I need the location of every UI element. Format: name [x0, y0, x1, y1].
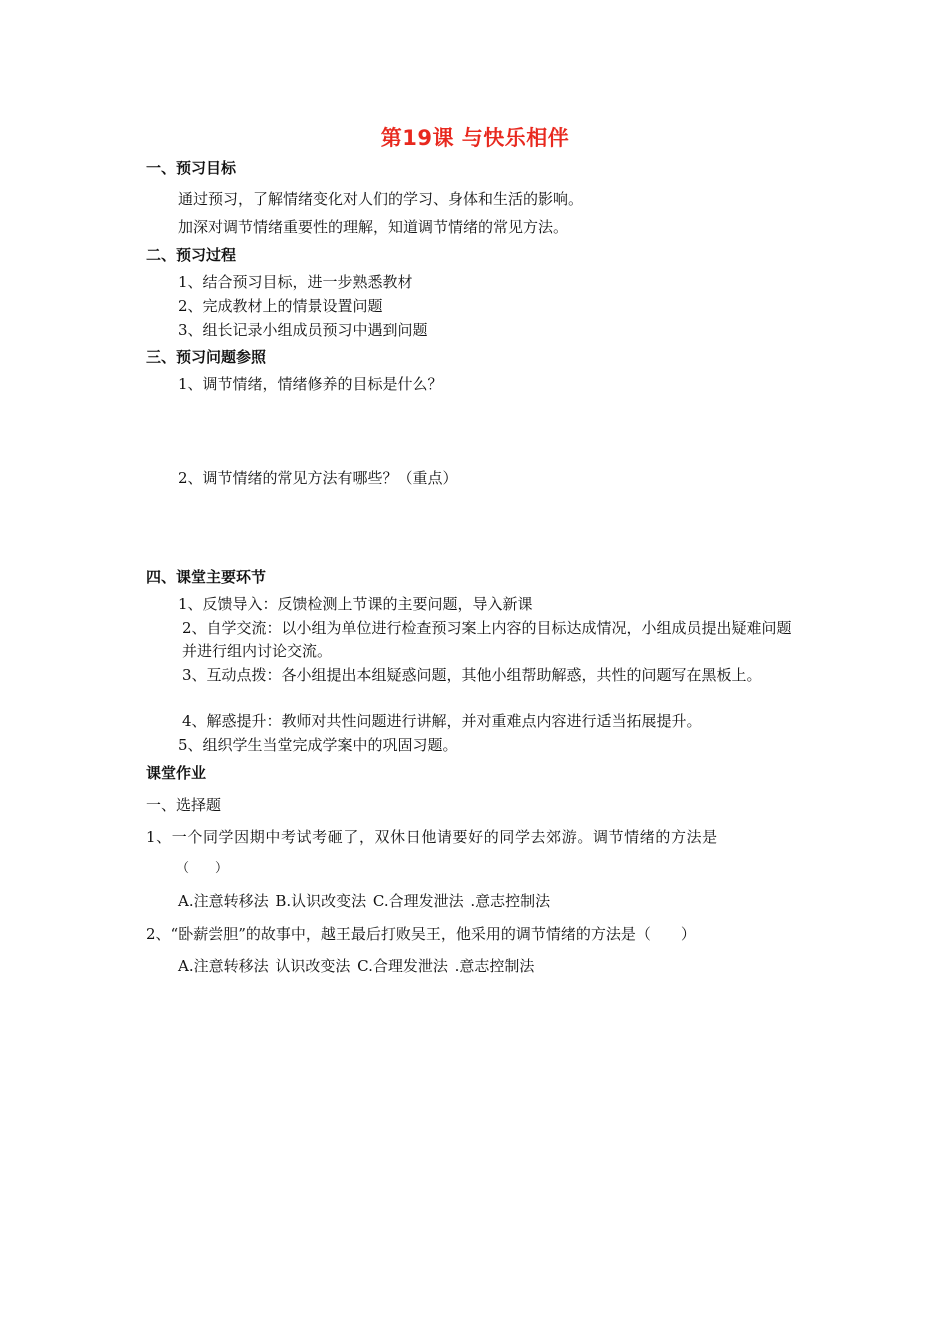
question-item: 2、调节情绪的常见方法有哪些？（重点） [178, 469, 458, 487]
class-step-text: 2、自学交流：以小组为单位进行检查预习案上内容的目标达成情况，小组成员提出疑难问题 并进行组内讨论交流。 [182, 619, 792, 660]
section-heading-homework: 课堂作业 [146, 764, 207, 782]
process-item: 3、组长记录小组成员预习中遇到问题 [178, 321, 428, 339]
section-heading-preview-goals: 一、预习目标 [146, 159, 237, 177]
class-step-item: 5、组织学生当堂完成学案中的巩固习题。 [178, 736, 458, 754]
question-item: 1、调节情绪，情绪修养的目标是什么？ [178, 375, 443, 393]
class-step-item: 4、解惑提升：教师对共性问题进行讲解，并对重难点内容进行适当拓展提升。 [182, 712, 702, 730]
question-1-options: A.注意转移法 B.认识改变法 C.合理发泄法 .意志控制法 [178, 892, 551, 910]
process-item: 2、完成教材上的情景设置问题 [178, 297, 383, 315]
question-2-options: A.注意转移法 认识改变法 C.合理发泄法 .意志控制法 [178, 957, 535, 975]
class-step-item [182, 664, 810, 687]
question-1-text: 1、一个同学因期中考试考砸了，双休日他请要好的同学去郊游。调节情绪的方法是 [146, 828, 718, 846]
class-step-item: 1、反馈导入：反馈检测上节课的主要问题，导入新课 [178, 595, 533, 613]
goal-line: 加深对调节情绪重要性的理解，知道调节情绪的常见方法。 [178, 218, 569, 236]
question-2-text: 2、“卧薪尝胆”的故事中，越王最后打败吴王，他采用的调节情绪的方法是（ ） [146, 925, 696, 943]
section-heading-preview-questions: 三、预习问题参照 [146, 348, 267, 366]
class-step-text: 3、互动点拨：各小组提出本组疑惑问题，其他小组帮助解惑，共性的问题写在黑板上。 [182, 666, 762, 684]
homework-subheading: 一、选择题 [146, 796, 222, 814]
page-title: 第19课 与快乐相伴 [380, 126, 570, 150]
goal-line: 通过预习，了解情绪变化对人们的学习、身体和生活的影响。 [178, 190, 584, 208]
process-item: 1、结合预习目标，进一步熟悉教材 [178, 273, 413, 291]
section-heading-class-steps: 四、课堂主要环节 [146, 568, 267, 586]
class-step-item [182, 617, 810, 663]
section-heading-preview-process: 二、预习过程 [146, 246, 237, 264]
question-1-bracket: （ ） [176, 861, 229, 876]
